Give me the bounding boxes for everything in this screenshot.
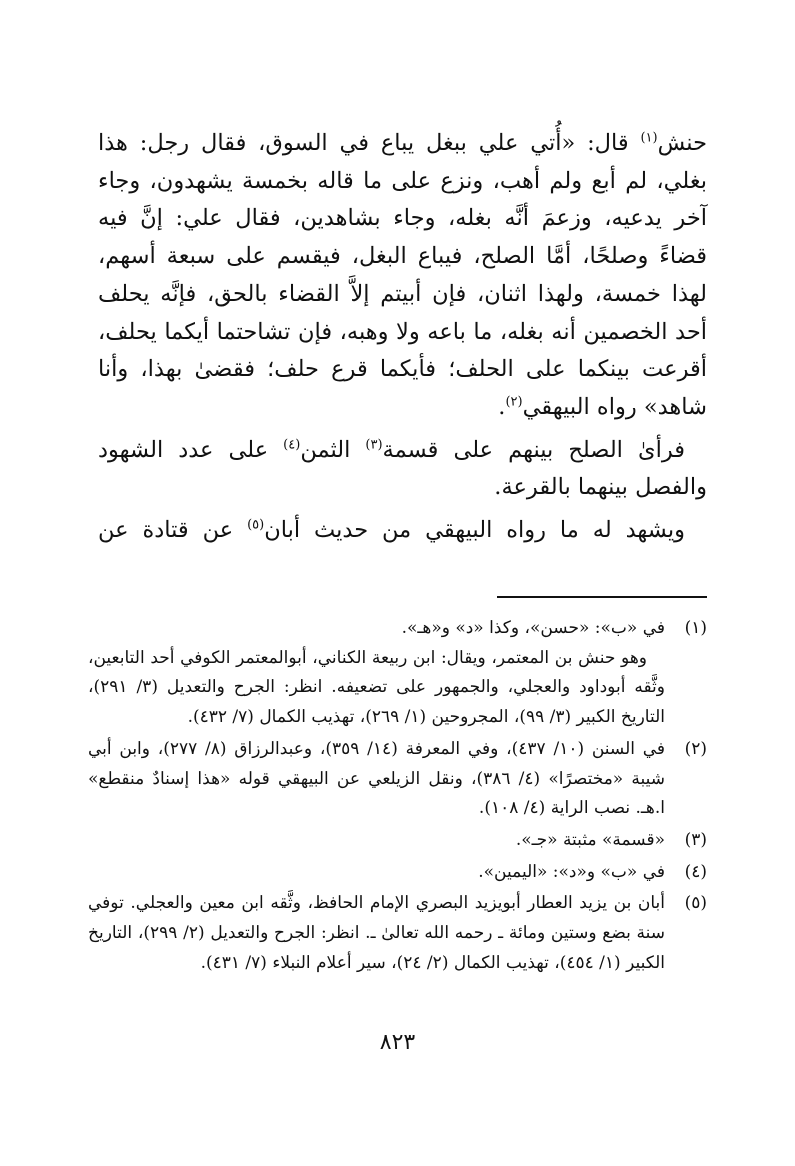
footnote-text: في «ب» و«د»: «اليمين». — [478, 861, 665, 882]
footnote-ref-5[interactable]: (٥) — [247, 517, 265, 533]
footnote-5 — [88, 889, 707, 978]
footnote-number: (١) — [684, 618, 707, 638]
footnote-3 — [88, 826, 707, 856]
footnote-body — [88, 735, 665, 824]
text-run: ويشهد له ما رواه البيهقي من حديث أبان — [264, 517, 685, 544]
text-run: الثمن — [300, 436, 366, 463]
footnote-text: في السنن (١٠/ ٤٣٧)، وفي المعرفة (١٤/ ٣٥٩)، وعبدالرزاق (٨/ ٢٧٧)، وابن أبي شيبة «مختصرًا» (٤/ ٣٨٦)، ونقل الزيلعي عن البيهقي قوله «هذا إسنادٌ منقطع» ا.هـ. نصب الراية (٤/ ١٠٨). — [88, 738, 666, 819]
footnotes — [88, 614, 707, 978]
footnote-ref-3[interactable]: (٣) — [365, 437, 383, 453]
text-run: حنش — [657, 130, 707, 156]
paragraph-2 — [98, 432, 707, 507]
text-run: . — [498, 393, 506, 420]
footnote-body — [88, 889, 665, 978]
footnote-2 — [88, 735, 707, 824]
paragraph-3 — [98, 512, 707, 550]
footnote-text: «قسمة» مثبتة «جـ». — [515, 829, 665, 850]
footnote-body — [88, 614, 665, 733]
footnote-number: (٤) — [684, 861, 707, 882]
text-run: عن قتادة عن — [98, 517, 248, 544]
footnote-text: أبان بن يزيد العطار أبويزيد البصري الإمام الحافظ، وثَّقه ابن معين والعجلي. توفي سنة بضع وستين ومائة ـ رحمه الله تعالىٰ ـ. انظر: الجرح والتعديل (٢/ ٢٩٩)، التاريخ الكبير (١/ ٤٥٤)، تهذيب الكمال (٢/ ٢٤)، سير أعلام النبلاء (٧/ ٤٣١). — [88, 893, 666, 973]
footnote-1 — [88, 614, 707, 733]
footnote-number: (٢) — [684, 738, 707, 759]
footnote-separator — [497, 596, 707, 598]
footnote-text: وهو حنش بن المعتمر، ويقال: ابن ربيعة الكناني، أبوالمعتمر الكوفي أحد التابعين، وثَّقه أبوداود والعجلي، والجمهور على تضعيفه. انظر: الجرح والتعديل (٣/ ٢٩١)، التاريخ الكبير (٣/ ٩٩)، المجروحين (١/ ٢٦٩)، تهذيب الكمال (٧/ ٤٣٢). — [88, 647, 665, 728]
text-run: قال: «أُتي علي ببغل يباع في السوق، فقال رجل: هذا بغلي، لم أبع ولم أهب، ونزع على ما قاله بخمسة يشهدون، وجاء آخر يدعيه، وزعمَ أنَّه بغله، وجاء بشاهدين، فقال علي: إنَّ فيه قضاءً وصلحًا، أمَّا الصلح، فيباع البغل، فيقسم على سبعة أسهم، لهذا خمسة، ولهذا اثنان، فإن أبيتم إلاَّ القضاء بالحق، فإنَّه يحلف أحد الخصمين أنه بغله، ما باعه ولا وهبه، فإن تشاحتما أيكما يحلف، أقرعت بينكما على الحلف؛ فأيكما قرع حلف؛ فقضىٰ بهذا، وأنا شاهد» رواه البيهقي — [98, 130, 707, 420]
footnote-number: (٣) — [684, 829, 707, 850]
footnote-body — [88, 826, 665, 856]
footnote-number: (٥) — [684, 893, 707, 914]
text-run: على عدد الشهود والفصل بينهما بالقرعة. — [98, 436, 707, 501]
footnote-ref-2[interactable]: (٢) — [505, 394, 523, 410]
footnote-ref-1[interactable]: (١) — [640, 130, 658, 146]
text-run: فرأىٰ الصلح بينهم على قسمة — [382, 436, 685, 463]
main-text — [98, 125, 707, 550]
paragraph-1 — [98, 125, 707, 427]
footnote-4 — [88, 858, 707, 888]
page-number: ٨٢٣ — [379, 1030, 416, 1055]
footnote-ref-4[interactable]: (٤) — [283, 437, 301, 453]
footnote-text: في «ب»: «حسن»، وكذا «د» و«هـ». — [401, 618, 665, 638]
footnote-body — [88, 858, 665, 888]
